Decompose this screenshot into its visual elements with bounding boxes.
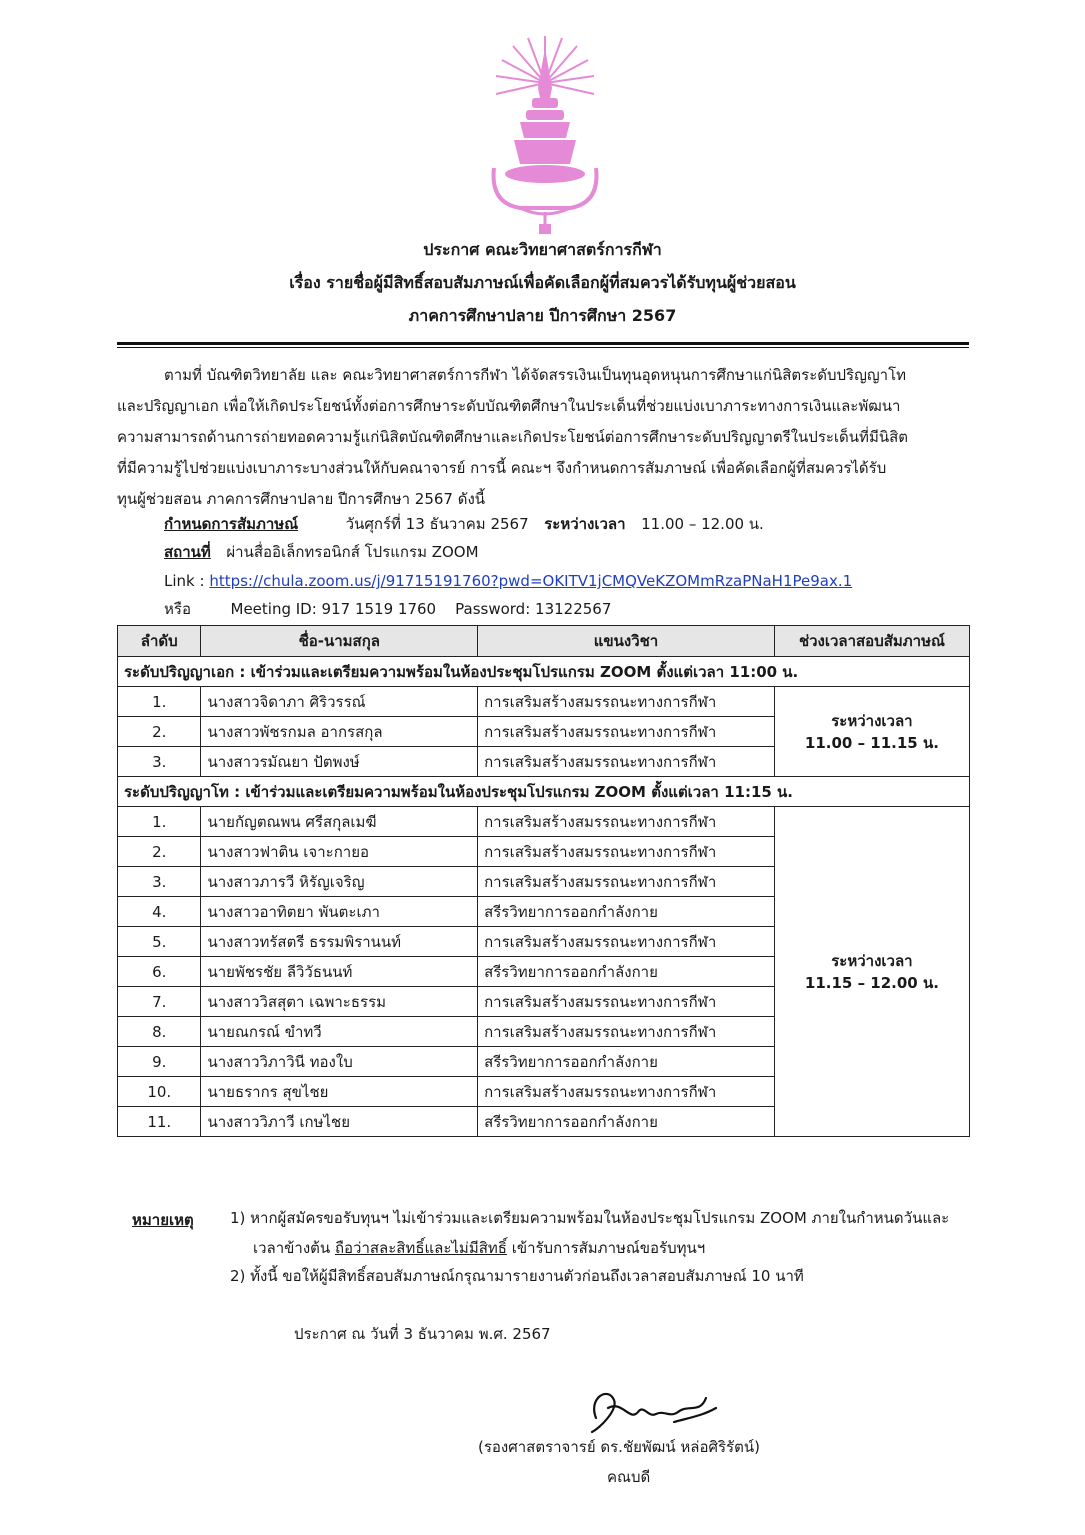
section-row-master [118,777,970,807]
schedule-time-label: ระหว่างเวลา [544,515,626,533]
section-title-master: ระดับปริญญาโท : เข้าร่วมและเตรียมความพร้อมในห้องประชุมโปรแกรม ZOOM ตั้งแต่เวลา 11:15 น. [118,777,970,807]
meeting-line [164,599,611,619]
row-name: นางสาวรมัณยา ปัตพงษ์ [201,747,478,777]
note-item-1b-pre: เวลาข้างต้น [253,1239,335,1257]
time-slot-label: ระหว่างเวลา [831,951,913,970]
row-no: 9. [118,1047,201,1077]
section-title-phd: ระดับปริญญาเอก : เข้าร่วมและเตรียมความพร้อมในห้องประชุมโปรแกรม ZOOM ตั้งแต่เวลา 11:00 น. [118,657,970,687]
section-row-phd [118,657,970,687]
time-slot-range: 11.15 – 12.00 น. [804,973,939,992]
header-line-2: เรื่อง รายชื่อผู้มีสิทธิ์สอบสัมภาษณ์เพื่อคัดเลือกผู้ที่สมควรได้รับทุนผู้ช่วยสอน [289,273,796,292]
signature-icon [578,1378,728,1438]
col-header-dept: แขนงวิชา [478,626,775,657]
header-divider-thin [117,347,969,348]
time-slot-label: ระหว่างเวลา [831,711,913,730]
row-name: นายณกรณ์ ขำทวี [201,1017,478,1047]
row-name: นางสาวทรัสตรี ธรรมพิรานนท์ [201,927,478,957]
row-name: นางสาววิสสุตา เฉพาะธรรม [201,987,478,1017]
row-name: นายกัญตณพน ศรีสกุลเมฆี [201,807,478,837]
link-label: Link : [164,572,205,590]
header-divider [117,342,969,345]
row-name: นางสาวอาทิตยา พันตะเภา [201,897,478,927]
row-name: นางสาวภารวี หิรัญเจริญ [201,867,478,897]
candidate-table [117,625,970,1137]
row-no: 11. [118,1107,201,1137]
note-item-1b-underlined: ถือว่าสละสิทธิ์และไม่มีสิทธิ์ [334,1239,507,1257]
row-no: 3. [118,747,201,777]
or-label: หรือ [164,600,191,618]
row-name: นายธรากร สุขไชย [201,1077,478,1107]
note-item-2: 2) ทั้งนี้ ขอให้ผู้มีสิทธิ์สอบสัมภาษณ์กรุณามารายงานตัวก่อนถึงเวลาสอบสัมภาษณ์ 10 นาที [230,1267,804,1285]
university-emblem-icon [480,28,610,238]
schedule-label: กำหนดการสัมภาษณ์ [164,515,299,533]
row-no: 2. [118,717,201,747]
schedule-date: วันศุกร์ที่ 13 ธันวาคม 2567 [345,515,529,533]
row-no: 5. [118,927,201,957]
row-name: นางสาววิภาวินี ทองใบ [201,1047,478,1077]
zoom-link[interactable]: https://chula.zoom.us/j/91715191760?pwd=OKITV1jCMQVeKZOMmRzaPNaH1Pe9ax.1 [209,572,853,590]
row-dept: การเสริมสร้างสมรรถนะทางการกีฬา [478,1077,775,1107]
note-item-1b-post: เข้ารับการสัมภาษณ์ขอรับทุนฯ [506,1239,706,1257]
row-dept: สรีรวิทยาการออกกำลังกาย [478,1107,775,1137]
row-name: นางสาวพัชรกมล อากรสกุล [201,717,478,747]
table-header-row [118,626,970,657]
time-slot-phd [774,687,969,777]
row-no: 8. [118,1017,201,1047]
row-dept: การเสริมสร้างสมรรถนะทางการกีฬา [478,717,775,747]
table-row [118,687,970,717]
col-header-no: ลำดับ [118,626,201,657]
row-name: นางสาวจิดาภา ศิริวรรณ์ [201,687,478,717]
row-dept: การเสริมสร้างสมรรถนะทางการกีฬา [478,1017,775,1047]
body-line-4: ที่มีความรู้ไปช่วยแบ่งเบาภาระบางส่วนให้กับคณาจารย์ การนี้ คณะฯ จึงกำหนดการสัมภาษณ์ เพื่อคัดเลือกผู้ที่สมควรได้รับ [117,459,887,477]
row-no: 6. [118,957,201,987]
body-line-3: ความสามารถด้านการถ่ายทอดความรู้แก่นิสิตบัณฑิตศึกษาและเกิดประโยชน์ต่อการศึกษาระดับปริญญาตรีในประเด็นที่มีนิสิต [117,428,908,446]
row-no: 3. [118,867,201,897]
row-dept: การเสริมสร้างสมรรถนะทางการกีฬา [478,927,775,957]
note-item-1b [253,1238,705,1258]
signer-position: คณบดี [607,1468,651,1486]
col-header-time: ช่วงเวลาสอบสัมภาษณ์ [774,626,969,657]
header-line-1: ประกาศ คณะวิทยาศาสตร์การกีฬา [423,240,662,259]
row-dept: การเสริมสร้างสมรรถนะทางการกีฬา [478,747,775,777]
row-dept: การเสริมสร้างสมรรถนะทางการกีฬา [478,837,775,867]
row-no: 7. [118,987,201,1017]
col-header-name: ชื่อ-นามสกุล [201,626,478,657]
row-name: นางสาวฟาติน เจาะกายอ [201,837,478,867]
notes-label: หมายเหตุ [132,1211,194,1229]
row-dept: การเสริมสร้างสมรรถนะทางการกีฬา [478,687,775,717]
table-row [118,807,970,837]
row-no: 1. [118,807,201,837]
link-line [164,571,852,591]
row-no: 10. [118,1077,201,1107]
row-dept: สรีรวิทยาการออกกำลังกาย [478,897,775,927]
schedule-time: 11.00 – 12.00 น. [641,515,764,533]
row-dept: สรีรวิทยาการออกกำลังกาย [478,957,775,987]
row-name: นายพัชรชัย ลีวิวัธนนท์ [201,957,478,987]
place-line [164,542,479,562]
row-dept: การเสริมสร้างสมรรถนะทางการกีฬา [478,987,775,1017]
body-line-2: และปริญญาเอก เพื่อให้เกิดประโยชน์ทั้งต่อการศึกษาระดับบัณฑิตศึกษาในประเด็นที่ช่วยแบ่งเบาภาระทางการเงินและพัฒนา [117,397,901,415]
row-dept: สรีรวิทยาการออกกำลังกาย [478,1047,775,1077]
header-line-3: ภาคการศึกษาปลาย ปีการศึกษา 2567 [408,306,677,325]
body-line-5: ทุนผู้ช่วยสอน ภาคการศึกษาปลาย ปีการศึกษา 2567 ดังนี้ [117,490,486,508]
time-slot-range: 11.00 – 11.15 น. [804,733,939,752]
note-item-1a: 1) หากผู้สมัครขอรับทุนฯ ไม่เข้าร่วมและเตรียมความพร้อมในห้องประชุมโปรแกรม ZOOM ภายในกำหนดวันและ [230,1209,950,1227]
time-slot-master [774,807,969,1137]
signer-name: (รองศาสตราจารย์ ดร.ชัยพัฒน์ หล่อศิริรัตน์) [478,1438,760,1456]
schedule-line [164,514,764,534]
row-name: นางสาววิภาวี เกษไชย [201,1107,478,1137]
row-no: 4. [118,897,201,927]
row-dept: การเสริมสร้างสมรรถนะทางการกีฬา [478,867,775,897]
place-value: ผ่านสื่ออิเล็กทรอนิกส์ โปรแกรม ZOOM [226,543,479,561]
row-no: 2. [118,837,201,867]
place-label: สถานที่ [164,543,211,561]
body-line-1: ตามที่ บัณฑิตวิทยาลัย และ คณะวิทยาศาสตร์การกีฬา ได้จัดสรรเงินเป็นทุนอุดหนุนการศึกษาแก่นิสิตระดับปริญญาโท [164,366,907,384]
row-no: 1. [118,687,201,717]
meeting-info: Meeting ID: 917 1519 1760 Password: 13122567 [230,600,612,618]
announce-date: ประกาศ ณ วันที่ 3 ธันวาคม พ.ศ. 2567 [294,1325,551,1343]
row-dept: การเสริมสร้างสมรรถนะทางการกีฬา [478,807,775,837]
